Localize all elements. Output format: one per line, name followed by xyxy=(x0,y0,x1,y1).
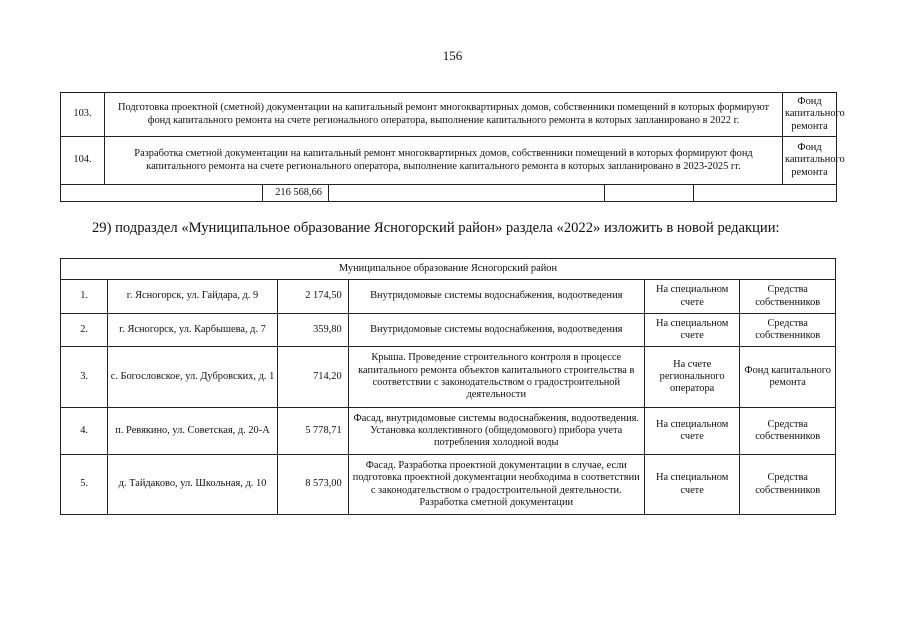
table-row xyxy=(61,137,837,185)
account-cell: На специальном счете xyxy=(644,408,740,455)
account-cell: На специальном счете xyxy=(644,280,740,314)
works-cell: Внутридомовые системы водоснабжения, водоотведения xyxy=(348,280,644,314)
sum-cell: 714,20 xyxy=(277,347,348,408)
row-number: 1. xyxy=(61,280,108,314)
table-row xyxy=(61,455,836,515)
row-number: 5. xyxy=(61,455,108,515)
table-row xyxy=(61,314,836,347)
work-description: Разработка сметной документации на капитальный ремонт многоквартирных домов, собственники помещений в которых формируют фонд капитального ремонта на счете регионального оператора, выполнение капитального ремонта в которых запланировано в 2023-2025 гг. xyxy=(105,137,783,185)
source-cell: Средства собственников xyxy=(740,408,836,455)
row-number: 3. xyxy=(61,347,108,408)
empty-cell xyxy=(694,185,837,202)
works-cell: Крыша. Проведение строительного контроля в процессе капитального ремонта объектов капитального строительства в соответствии с законодательством о градостроительной деятельности xyxy=(348,347,644,408)
total-label-cell xyxy=(61,185,263,202)
continued-works-table xyxy=(60,92,845,202)
amendment-paragraph: 29) подраздел «Муниципальное образование Ясногорский район» раздела «2022» изложить в новой редакции: xyxy=(92,220,780,236)
total-sum: 216 568,66 xyxy=(263,185,329,202)
district-works-table xyxy=(60,258,836,515)
table-row xyxy=(61,408,836,455)
page-number: 156 xyxy=(442,48,463,63)
address-cell: с. Богословское, ул. Дубровских, д. 1 xyxy=(108,347,278,408)
table-row xyxy=(61,347,836,408)
empty-cell xyxy=(329,185,605,202)
funding-source: Фонд капитального ремонта xyxy=(783,137,837,185)
source-cell: Средства собственников xyxy=(740,455,836,515)
total-row xyxy=(61,185,837,202)
account-cell: На специальном счете xyxy=(644,455,740,515)
row-number: 103. xyxy=(61,93,105,137)
table-header xyxy=(61,259,836,280)
sum-cell: 8 573,00 xyxy=(277,455,348,515)
empty-cell xyxy=(605,185,694,202)
works-cell: Фасад, внутридомовые системы водоснабжения, водоотведения. Установка коллективного (общедомового) прибора учета потребления холодной воды xyxy=(348,408,644,455)
funding-source: Фонд капитального ремонта xyxy=(783,93,837,137)
account-cell: На специальном счете xyxy=(644,314,740,347)
work-description: Подготовка проектной (сметной) документации на капитальный ремонт многоквартирных домов, собственники помещений в которых формируют фонд капитального ремонта на счете регионального оператора, выполнение капитального ремонта в которых запланировано в 2022 г. xyxy=(105,93,783,137)
district-header: Муниципальное образование Ясногорский район xyxy=(61,259,836,280)
sum-cell: 2 174,50 xyxy=(277,280,348,314)
source-cell: Средства собственников xyxy=(740,280,836,314)
address-cell: г. Ясногорск, ул. Карбышева, д. 7 xyxy=(108,314,278,347)
source-cell: Фонд капитального ремонта xyxy=(740,347,836,408)
works-cell: Фасад. Разработка проектной документации в случае, если подготовка проектной документации необходима в соответствии с законодательством о градостроительной деятельности. Разработка сметной документации xyxy=(348,455,644,515)
row-number: 4. xyxy=(61,408,108,455)
source-cell: Средства собственников xyxy=(740,314,836,347)
address-cell: д. Тайдаково, ул. Школьная, д. 10 xyxy=(108,455,278,515)
row-number: 2. xyxy=(61,314,108,347)
row-number: 104. xyxy=(61,137,105,185)
works-cell: Внутридомовые системы водоснабжения, водоотведения xyxy=(348,314,644,347)
sum-cell: 5 778,71 xyxy=(277,408,348,455)
sum-cell: 359,80 xyxy=(277,314,348,347)
account-cell: На счете регионального оператора xyxy=(644,347,740,408)
table-row xyxy=(61,93,837,137)
table-row xyxy=(61,280,836,314)
address-cell: г. Ясногорск, ул. Гайдара, д. 9 xyxy=(108,280,278,314)
address-cell: п. Ревякино, ул. Советская, д. 20-А xyxy=(108,408,278,455)
